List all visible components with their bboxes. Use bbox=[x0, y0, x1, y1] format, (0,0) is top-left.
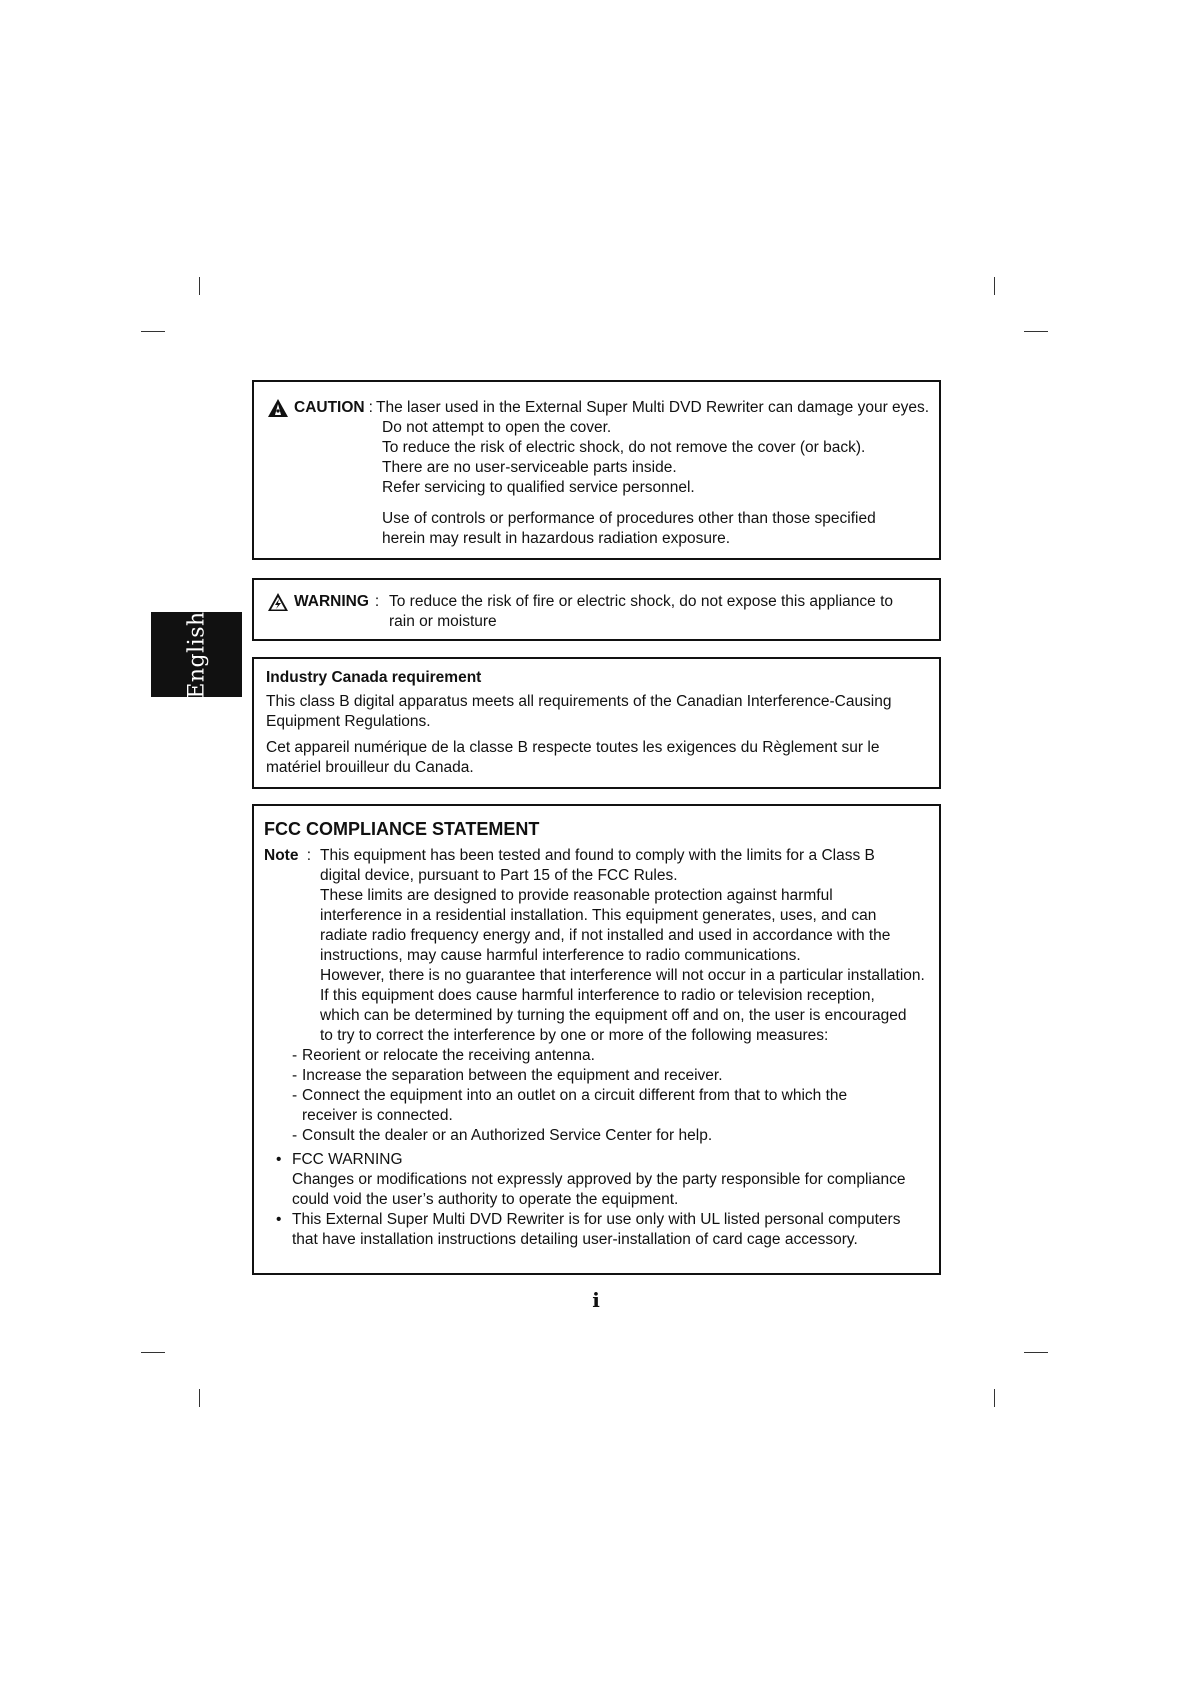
fcc-note-line: instructions, may cause harmful interference to radio communications. bbox=[320, 947, 801, 964]
dash-marker: - bbox=[292, 1127, 298, 1144]
caution-extra-line: herein may result in hazardous radiation exposure. bbox=[382, 530, 731, 547]
page-number: i bbox=[592, 1288, 600, 1312]
fcc-note-line: digital device, pursuant to Part 15 of the FCC Rules. bbox=[320, 867, 678, 884]
warning-line: rain or moisture bbox=[389, 613, 497, 630]
caution-line: The laser used in the External Super Multi DVD Rewriter can damage your eyes. bbox=[376, 399, 930, 416]
caution-line: To reduce the risk of electric shock, do not remove the cover (or back). bbox=[382, 439, 866, 456]
measure-line: Reorient or relocate the receiving antenna. bbox=[302, 1047, 595, 1064]
bullet-marker: • bbox=[276, 1151, 282, 1168]
list-item bbox=[292, 1066, 927, 1086]
caution-box bbox=[252, 380, 941, 560]
language-side-tab-label: English bbox=[184, 610, 209, 699]
warning-text bbox=[389, 592, 929, 632]
fcc-note-label: Note bbox=[264, 847, 299, 864]
crop-mark-top-right-horizontal bbox=[1024, 331, 1048, 332]
fcc-note-line: to try to correct the interference by one or more of the following measures: bbox=[320, 1027, 829, 1044]
crop-mark-bottom-left-vertical bbox=[199, 1389, 200, 1407]
list-item bbox=[276, 1150, 927, 1210]
industry-canada-title: Industry Canada requirement bbox=[266, 669, 482, 686]
warning-separator: : bbox=[374, 593, 380, 610]
industry-english-line: This class B digital apparatus meets all requirements of the Canadian Interference-Causing bbox=[266, 693, 892, 710]
bullet-line: Changes or modifications not expressly approved by the party responsible for compliance bbox=[292, 1171, 906, 1188]
fcc-title: FCC COMPLIANCE STATEMENT bbox=[264, 819, 540, 839]
crop-mark-top-right-vertical bbox=[994, 277, 995, 295]
list-item bbox=[292, 1046, 927, 1066]
fcc-note-separator: : bbox=[306, 847, 312, 864]
crop-mark-bottom-left-horizontal bbox=[141, 1352, 165, 1353]
fcc-note-line: This equipment has been tested and found to comply with the limits for a Class B bbox=[320, 847, 875, 864]
laser-warning-icon bbox=[267, 398, 289, 418]
fcc-measures-list bbox=[264, 1046, 927, 1146]
fcc-note-text bbox=[320, 846, 927, 1046]
crop-mark-bottom-right-vertical bbox=[994, 1389, 995, 1407]
measure-line: receiver is connected. bbox=[302, 1107, 453, 1124]
caution-label-group bbox=[267, 398, 382, 549]
caution-extra-line: Use of controls or performance of procedures other than those specified bbox=[382, 510, 876, 527]
caution-label: CAUTION bbox=[294, 399, 365, 416]
caution-line: Do not attempt to open the cover. bbox=[382, 419, 612, 436]
crop-mark-bottom-right-horizontal bbox=[1024, 1352, 1048, 1353]
fcc-note-line: However, there is no guarantee that interference will not occur in a particular installation. bbox=[320, 967, 925, 984]
warning-line: To reduce the risk of fire or electric shock, do not expose this appliance to bbox=[389, 593, 894, 610]
fcc-note-line: These limits are designed to provide reasonable protection against harmful bbox=[320, 887, 833, 904]
caution-line: Refer servicing to qualified service personnel. bbox=[382, 479, 695, 496]
fcc-note-line: If this equipment does cause harmful interference to radio or television reception, bbox=[320, 987, 875, 1004]
caution-text bbox=[376, 398, 942, 549]
industry-french-line: matériel brouilleur du Canada. bbox=[266, 759, 474, 776]
bullet-line: that have installation instructions detailing user-installation of card cage accessory. bbox=[292, 1231, 858, 1248]
electric-shock-warning-icon bbox=[267, 592, 289, 612]
fcc-note-line: which can be determined by turning the equipment off and on, the user is encouraged bbox=[320, 1007, 907, 1024]
bullet-marker: • bbox=[276, 1211, 282, 1228]
warning-label: WARNING bbox=[294, 593, 369, 610]
caution-separator: : bbox=[368, 399, 373, 416]
fcc-note-line: radiate radio frequency energy and, if not installed and used in accordance with the bbox=[320, 927, 891, 944]
dash-marker: - bbox=[292, 1067, 298, 1084]
measure-line: Increase the separation between the equipment and receiver. bbox=[302, 1067, 723, 1084]
warning-box bbox=[252, 578, 941, 641]
industry-french-line: Cet appareil numérique de la classe B respecte toutes les exigences du Règlement sur le bbox=[266, 739, 880, 756]
fcc-bullets-list bbox=[264, 1150, 927, 1250]
bullet-line: could void the user’s authority to operate the equipment. bbox=[292, 1191, 679, 1208]
bullet-line: This External Super Multi DVD Rewriter is for use only with UL listed personal computers bbox=[292, 1211, 901, 1228]
industry-english-line: Equipment Regulations. bbox=[266, 713, 431, 730]
industry-canada-box bbox=[252, 657, 941, 789]
measure-line: Connect the equipment into an outlet on a circuit different from that to which the bbox=[302, 1087, 848, 1104]
crop-mark-top-left-vertical bbox=[199, 277, 200, 295]
crop-mark-top-left-horizontal bbox=[141, 331, 165, 332]
dash-marker: - bbox=[292, 1047, 298, 1064]
fcc-compliance-box bbox=[252, 804, 941, 1275]
caution-line: There are no user-serviceable parts inside. bbox=[382, 459, 677, 476]
dash-marker: - bbox=[292, 1087, 298, 1104]
bullet-line: FCC WARNING bbox=[292, 1151, 403, 1168]
list-item bbox=[276, 1210, 927, 1250]
fcc-note-line: interference in a residential installation. This equipment generates, uses, and can bbox=[320, 907, 877, 924]
list-item bbox=[292, 1086, 927, 1126]
fcc-note bbox=[264, 846, 927, 1046]
list-item bbox=[292, 1126, 927, 1146]
warning-label-group bbox=[267, 592, 389, 632]
measure-line: Consult the dealer or an Authorized Service Center for help. bbox=[302, 1127, 713, 1144]
language-side-tab bbox=[151, 612, 242, 697]
